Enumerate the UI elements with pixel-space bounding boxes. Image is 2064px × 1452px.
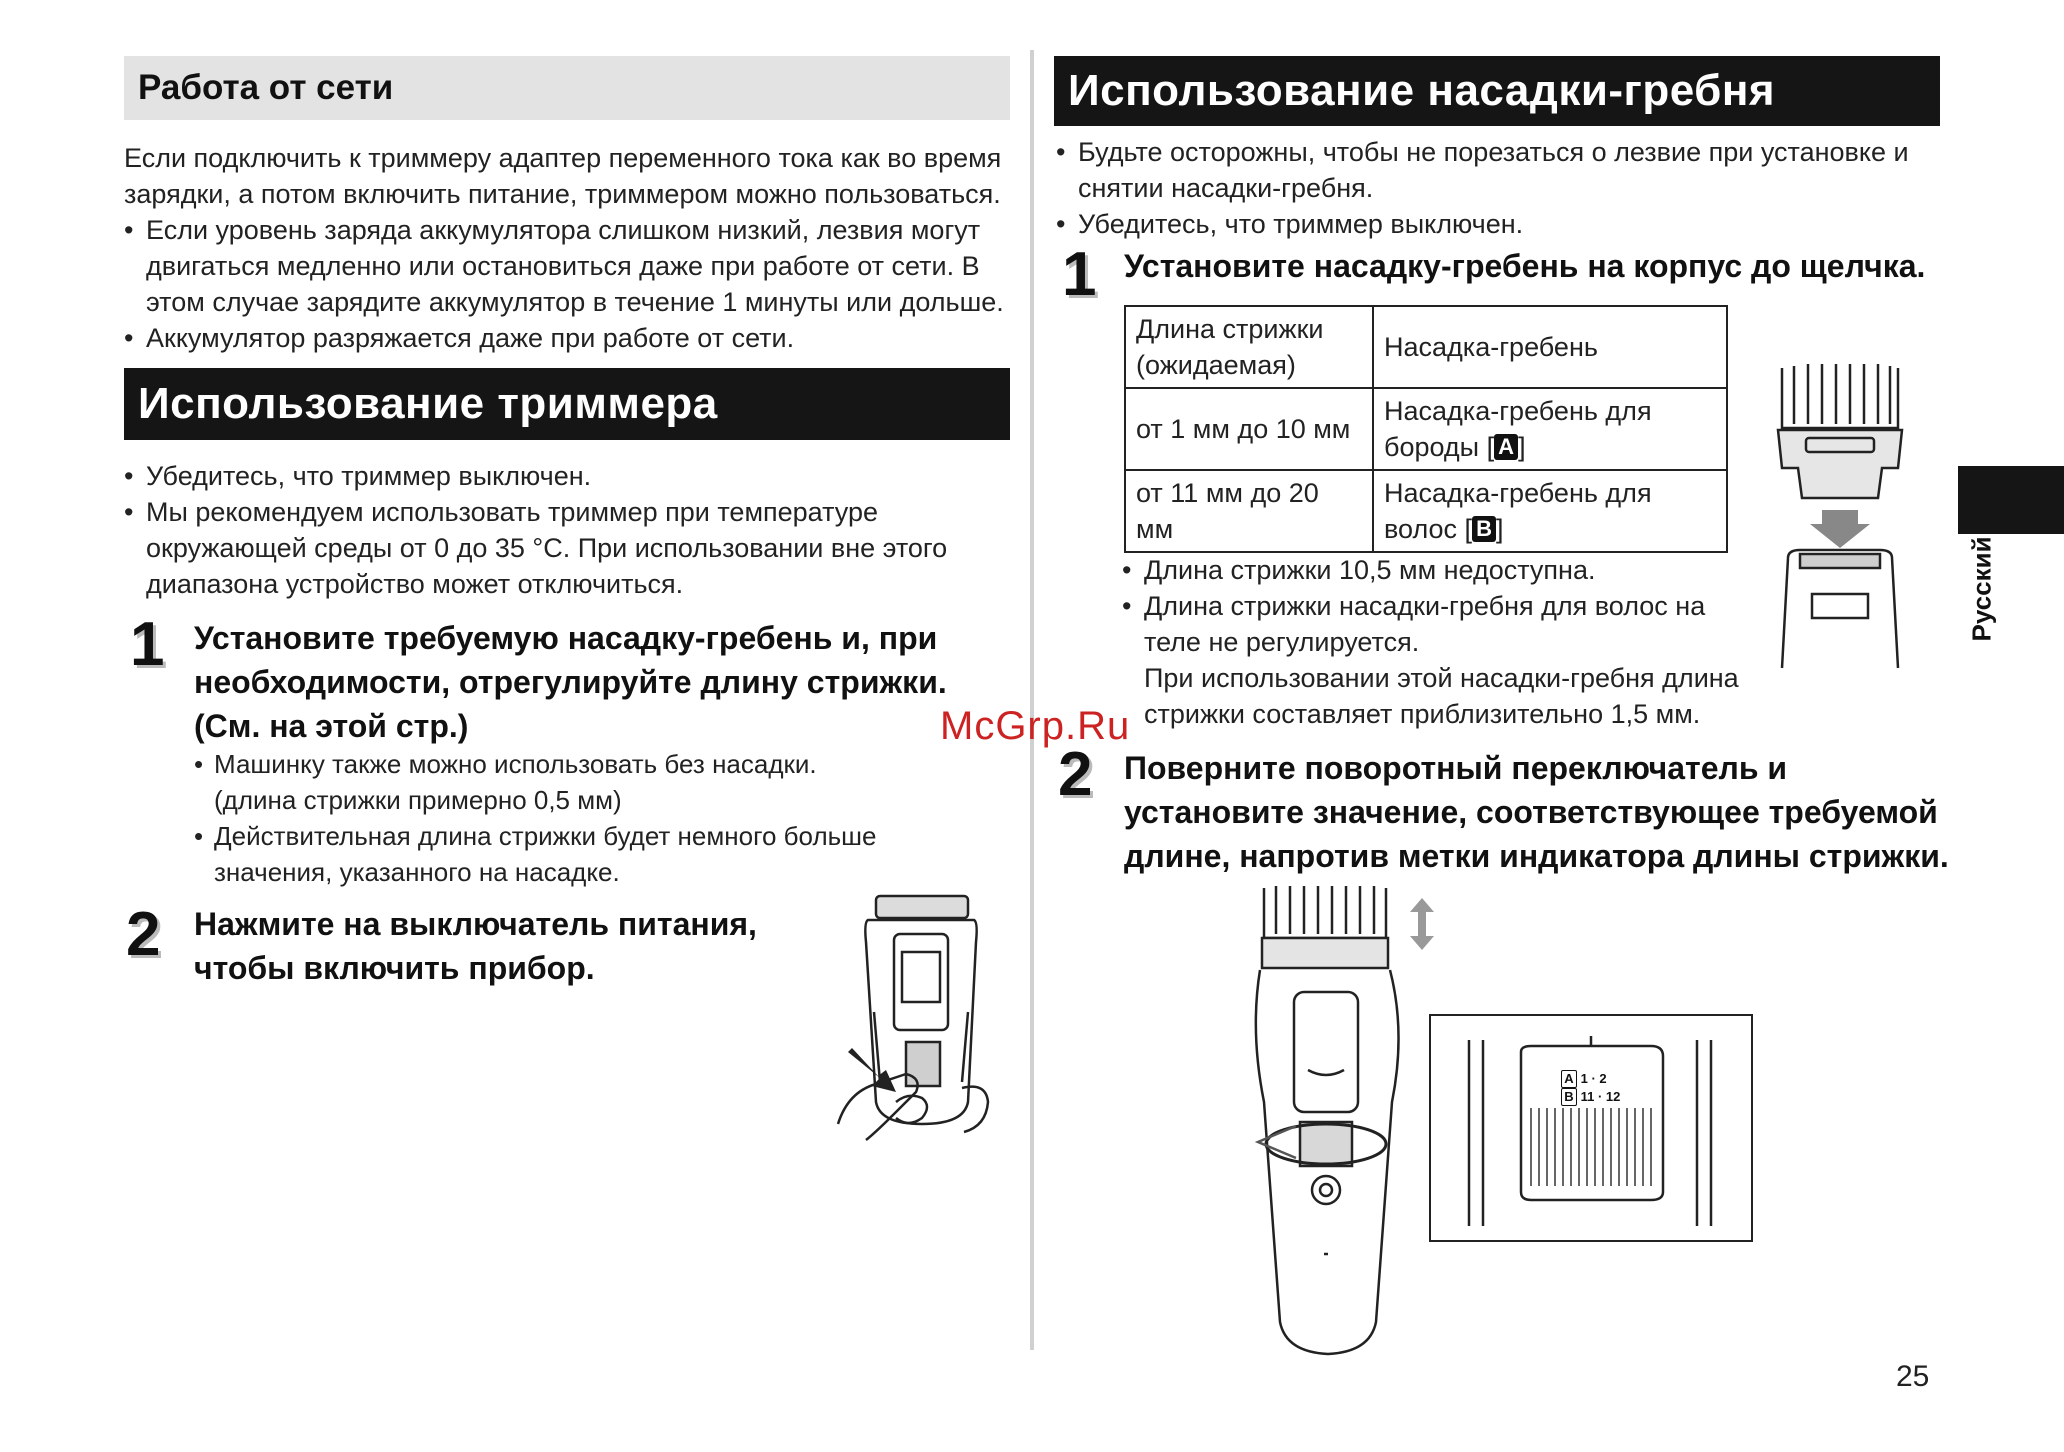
- comb-step2-instruction: [1124, 746, 1964, 878]
- text-line: длине, напротив метки индикатора длины стрижки.: [1124, 838, 1949, 874]
- dial-window: [1561, 1070, 1651, 1104]
- language-label: Русский: [1966, 536, 1997, 642]
- text-line: окружающей среды от 0 до 35 °C. При использовании вне этого: [146, 533, 948, 563]
- text-line: диапазона устройство может отключиться.: [146, 569, 684, 599]
- text-line: • Будьте осторожны, чтобы не порезаться о лезвие при установке и: [1078, 137, 1909, 167]
- bullet-item: [1122, 588, 1762, 732]
- table-header-row: [1125, 306, 1727, 388]
- text-line: снятии насадки-гребня.: [1078, 173, 1374, 203]
- bullet-item: [124, 212, 1024, 320]
- dial-b-badge: B: [1561, 1088, 1577, 1106]
- text-line: Нажмите на выключатель питания,: [194, 906, 757, 942]
- bullet-item: [194, 818, 994, 890]
- comb-a-badge: A: [1494, 434, 1518, 460]
- text-line: • Машинку также можно использовать без насадки.: [214, 749, 817, 779]
- step1-notes: [194, 746, 994, 890]
- comb-bullets: [1056, 134, 1956, 242]
- table-cell: [1373, 470, 1727, 552]
- text-line: установите значение, соответствующее требуемой: [1124, 794, 1938, 830]
- dial-detail-box: [1429, 1014, 1753, 1242]
- text-line: (длина стрижки примерно 0,5 мм): [214, 785, 622, 815]
- text-line: • Если уровень заряда аккумулятора слишком низкий, лезвия могут: [146, 215, 981, 245]
- text-line: • Длина стрижки насадки-гребня для волос на: [1144, 591, 1706, 621]
- comb-label: Насадка-гребень для бороды [: [1384, 396, 1652, 462]
- bracket: ]: [1496, 514, 1504, 544]
- table-cell: от 11 мм до 20 мм: [1125, 470, 1373, 552]
- page-number: 25: [1896, 1360, 1930, 1393]
- step-number: 2: [1058, 740, 1093, 809]
- mains-paragraph: [124, 140, 1024, 356]
- bullet-item: • Аккумулятор разряжается даже при работе от сети.: [124, 320, 1024, 356]
- step-number: 2: [126, 900, 161, 969]
- text-line: значения, указанного на насадке.: [214, 857, 620, 887]
- comb-attach-illustration: [1770, 358, 1910, 678]
- step2-instruction: [194, 902, 814, 990]
- section-heading-using-trimmer: Использование триммера: [124, 368, 1010, 440]
- text-line: стрижки составляет приблизительно 1,5 мм.: [1144, 699, 1701, 729]
- table-cell: Длина стрижки (ожидаемая): [1125, 306, 1373, 388]
- text-line: Поверните поворотный переключатель и: [1124, 750, 1788, 786]
- table-cell: [1373, 388, 1727, 470]
- table-cell: Насадка-гребень: [1373, 306, 1727, 388]
- bullet-item: [124, 494, 1024, 602]
- section-heading-comb-attachment: Использование насадки-гребня: [1054, 56, 1940, 126]
- text-line: • Мы рекомендуем использовать триммер при температуре: [146, 497, 878, 527]
- using-bullets: [124, 458, 1024, 602]
- comb-length-table: [1124, 305, 1728, 553]
- text-line: чтобы включить прибор.: [194, 950, 595, 986]
- bracket: ]: [1518, 432, 1526, 462]
- comb-step1-instruction: Установите насадку-гребень на корпус до щелчка.: [1124, 248, 1926, 284]
- text-line: (См. на этой стр.): [194, 708, 469, 744]
- column-divider: [1030, 50, 1034, 1350]
- step1-instruction: [194, 616, 1014, 748]
- watermark: McGrp.Ru: [940, 704, 1131, 748]
- comb-notes: [1122, 552, 1762, 732]
- bullet-item: • Убедитесь, что триммер выключен.: [1056, 206, 1956, 242]
- step-number: 1: [1062, 240, 1097, 309]
- comb-label: Насадка-гребень для волос [: [1384, 478, 1652, 544]
- text-line: зарядки, а потом включить питание, триммером можно пользоваться.: [124, 179, 1001, 209]
- trimmer-dial-illustration: [1250, 882, 1450, 1372]
- section-heading-mains: Работа от сети: [124, 56, 1010, 120]
- language-tab: [1958, 466, 2064, 534]
- table-cell: от 1 мм до 10 мм: [1125, 388, 1373, 470]
- bullet-item: [1056, 134, 1956, 206]
- text-line: необходимости, отрегулируйте длину стрижки.: [194, 664, 947, 700]
- text-line: этом случае зарядите аккумулятор в течение 1 минуты или дольше.: [146, 287, 1004, 317]
- text-line: Установите требуемую насадку-гребень и, при: [194, 620, 938, 656]
- text-line: двигаться медленно или остановиться даже при работе от сети. В: [146, 251, 980, 281]
- text-line: При использовании этой насадки-гребня длина: [1144, 663, 1739, 693]
- dial-row-a: [1561, 1070, 1651, 1088]
- trimmer-power-illustration: [836, 892, 1006, 1142]
- step-number: 1: [130, 610, 165, 679]
- dial-a-badge: A: [1561, 1070, 1577, 1088]
- bullet-item: • Убедитесь, что триммер выключен.: [124, 458, 1024, 494]
- text-line: • Действительная длина стрижки будет немного больше: [214, 821, 877, 851]
- text-line: теле не регулируется.: [1144, 627, 1420, 657]
- comb-b-badge: B: [1472, 516, 1496, 542]
- text-line: Если подключить к триммеру адаптер переменного тока как во время: [124, 143, 1002, 173]
- bullet-item: [194, 746, 994, 818]
- table-row: [1125, 470, 1727, 552]
- bullet-item: • Длина стрижки 10,5 мм недоступна.: [1122, 552, 1762, 588]
- dial-a-values: 1 · 2: [1580, 1071, 1607, 1086]
- dial-row-b: [1561, 1088, 1651, 1106]
- table-row: [1125, 388, 1727, 470]
- dial-detail-lines: [1431, 1016, 1751, 1240]
- dial-b-values: 11 · 12: [1580, 1089, 1621, 1104]
